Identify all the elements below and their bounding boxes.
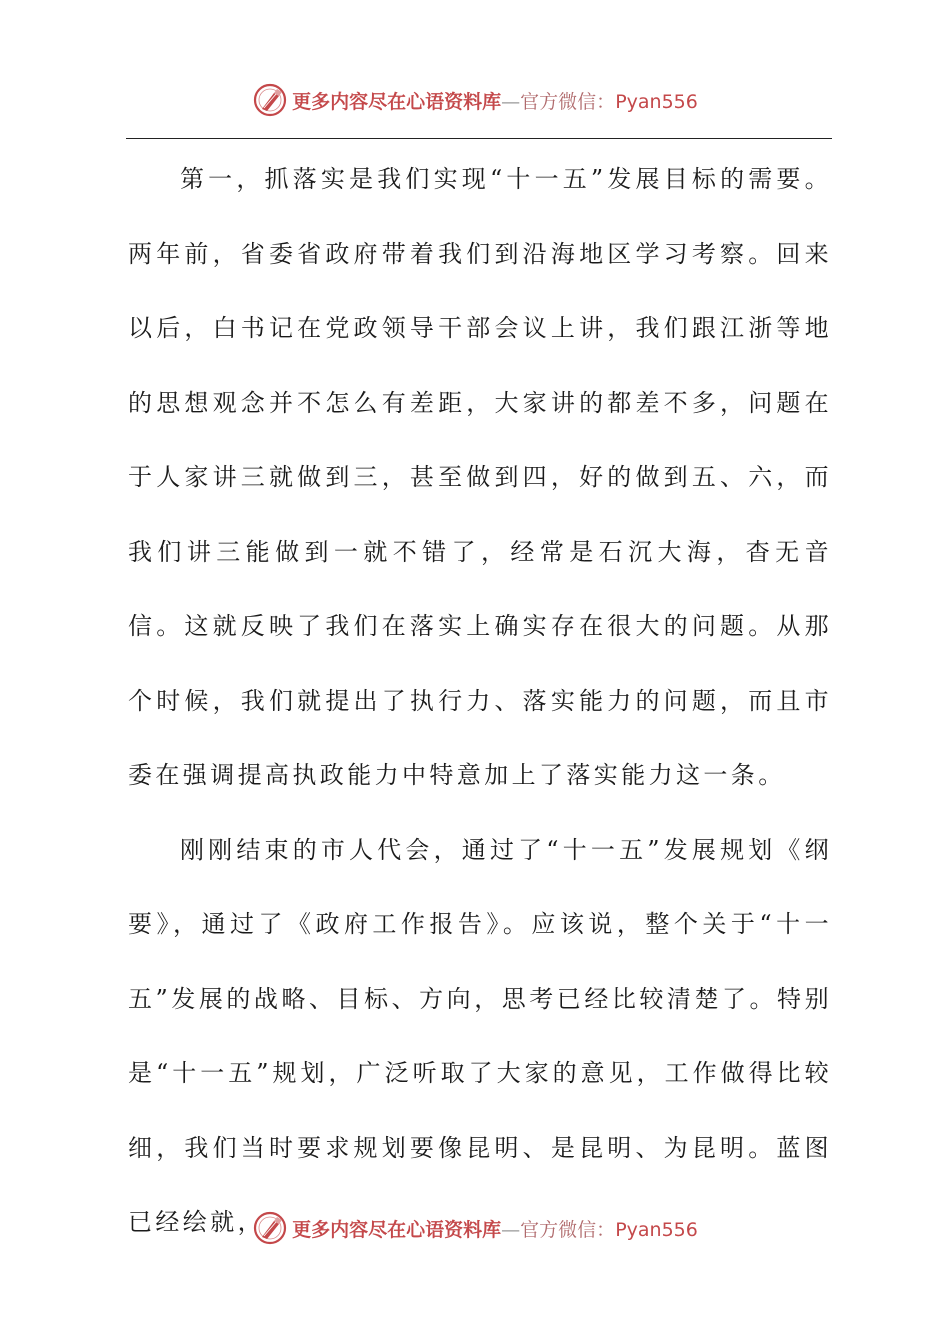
footer-banner xyxy=(0,1210,950,1246)
header-wechat-label: 官方微信： xyxy=(520,90,616,113)
document-body xyxy=(128,142,832,1260)
footer-wechat-label: 官方微信： xyxy=(520,1218,616,1241)
header-wechat-id: Pyan556 xyxy=(615,90,698,113)
header-banner-text xyxy=(292,87,698,114)
header-banner-inner xyxy=(252,82,698,118)
footer-banner-inner xyxy=(252,1210,698,1246)
body-paragraph-2: 刚刚结束的市人代会，通过了“十一五”发展规划《纲要》，通过了《政府工作报告》。应该说，整个关于“十一五”发展的战略、目标、方向，思考已经比较清楚了。特别是“十一五”规划，广泛听取了大家的意见，工作做得比较细，我们当时要求规划要像昆明、是昆明、为昆明。蓝图已经绘就， xyxy=(128,835,832,1236)
body-paragraph-1: 第一，抓落实是我们实现“十一五”发展目标的需要。两年前，省委省政府带着我们到沿海地区学习考察。回来以后，白书记在党政领导干部会议上讲，我们跟江浙等地的思想观念并不怎么有差距，大家讲的都差不多，问题在于人家讲三就做到三，甚至做到四，好的做到五、六，而我们讲三能做到一就不错了，经常是石沉大海，杳无音信。这就反映了我们在落实上确实存在很大的问题。从那个时候，我们就提出了执行力、落实能力的问题，而且市委在强调提高执政能力中特意加上了落实能力这一条。 xyxy=(128,165,832,789)
footer-wechat-id: Pyan556 xyxy=(615,1218,698,1241)
pen-nib-logo-icon xyxy=(252,82,288,118)
header-divider xyxy=(126,138,832,139)
footer-banner-text xyxy=(292,1215,698,1242)
footer-dash: — xyxy=(501,1218,521,1241)
header-site-name: 更多内容尽在心语资料库 xyxy=(292,90,502,113)
footer-site-name: 更多内容尽在心语资料库 xyxy=(292,1218,502,1241)
pen-nib-logo-icon xyxy=(252,1210,288,1246)
header-banner xyxy=(0,82,950,118)
header-dash: — xyxy=(501,90,521,113)
